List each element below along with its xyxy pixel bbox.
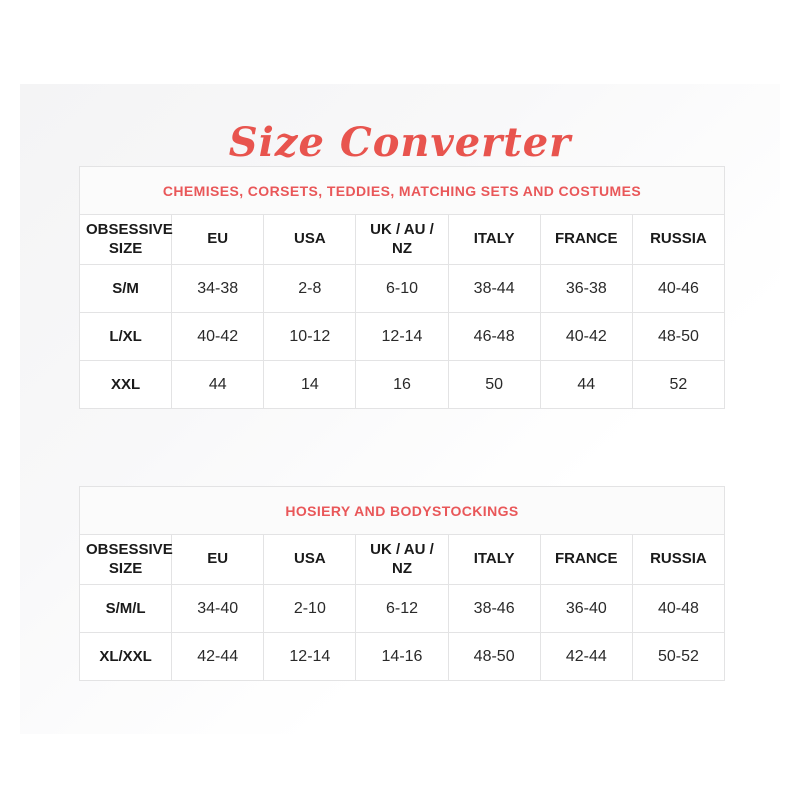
size-value-cell: 12-14 [264, 633, 356, 681]
size-value-cell: 38-44 [448, 265, 540, 313]
column-header: EU [172, 215, 264, 265]
column-header: EU [172, 535, 264, 585]
size-value-cell: 10-12 [264, 313, 356, 361]
page-title: Size Converter [228, 118, 572, 166]
table-row [80, 585, 725, 633]
column-header: UK / AU / NZ [356, 535, 448, 585]
size-value-cell: 14-16 [356, 633, 448, 681]
column-header: FRANCE [540, 215, 632, 265]
size-value-cell: 6-12 [356, 585, 448, 633]
column-header: RUSSIA [632, 215, 724, 265]
size-value-cell: 48-50 [448, 633, 540, 681]
size-value-cell: 40-42 [540, 313, 632, 361]
column-header: USA [264, 535, 356, 585]
size-value-cell: 16 [356, 361, 448, 409]
size-label-cell: S/M/L [80, 585, 172, 633]
size-value-cell: 40-48 [632, 585, 724, 633]
size-value-cell: 2-8 [264, 265, 356, 313]
column-header: OBSESSIVE SIZE [80, 215, 172, 265]
column-header: ITALY [448, 215, 540, 265]
size-value-cell: 52 [632, 361, 724, 409]
size-value-cell: 40-42 [172, 313, 264, 361]
table-row [80, 313, 725, 361]
table-row [80, 265, 725, 313]
table-row [80, 633, 725, 681]
size-value-cell: 12-14 [356, 313, 448, 361]
size-value-cell: 34-38 [172, 265, 264, 313]
column-header-row [80, 535, 725, 585]
column-header: OBSESSIVE SIZE [80, 535, 172, 585]
table-row [80, 361, 725, 409]
size-value-cell: 36-38 [540, 265, 632, 313]
size-value-cell: 40-46 [632, 265, 724, 313]
size-value-cell: 44 [172, 361, 264, 409]
column-header: FRANCE [540, 535, 632, 585]
size-table-hosiery-bodystockings [79, 486, 725, 681]
column-header: ITALY [448, 535, 540, 585]
size-value-cell: 14 [264, 361, 356, 409]
column-header-row [80, 215, 725, 265]
size-value-cell: 48-50 [632, 313, 724, 361]
size-value-cell: 42-44 [540, 633, 632, 681]
size-value-cell: 38-46 [448, 585, 540, 633]
size-value-cell: 50 [448, 361, 540, 409]
size-label-cell: XL/XXL [80, 633, 172, 681]
size-value-cell: 34-40 [172, 585, 264, 633]
size-value-cell: 46-48 [448, 313, 540, 361]
column-header: RUSSIA [632, 535, 724, 585]
table-title: CHEMISES, CORSETS, TEDDIES, MATCHING SETS AND COSTUMES [80, 167, 725, 215]
size-table-chemises-corsets [79, 166, 725, 409]
size-label-cell: XXL [80, 361, 172, 409]
size-value-cell: 2-10 [264, 585, 356, 633]
size-value-cell: 44 [540, 361, 632, 409]
column-header: USA [264, 215, 356, 265]
table-title-row [80, 167, 725, 215]
column-header: UK / AU / NZ [356, 215, 448, 265]
size-label-cell: S/M [80, 265, 172, 313]
table-title: HOSIERY AND BODYSTOCKINGS [80, 487, 725, 535]
size-value-cell: 42-44 [172, 633, 264, 681]
size-value-cell: 50-52 [632, 633, 724, 681]
size-value-cell: 6-10 [356, 265, 448, 313]
size-label-cell: L/XL [80, 313, 172, 361]
size-value-cell: 36-40 [540, 585, 632, 633]
table-title-row [80, 487, 725, 535]
